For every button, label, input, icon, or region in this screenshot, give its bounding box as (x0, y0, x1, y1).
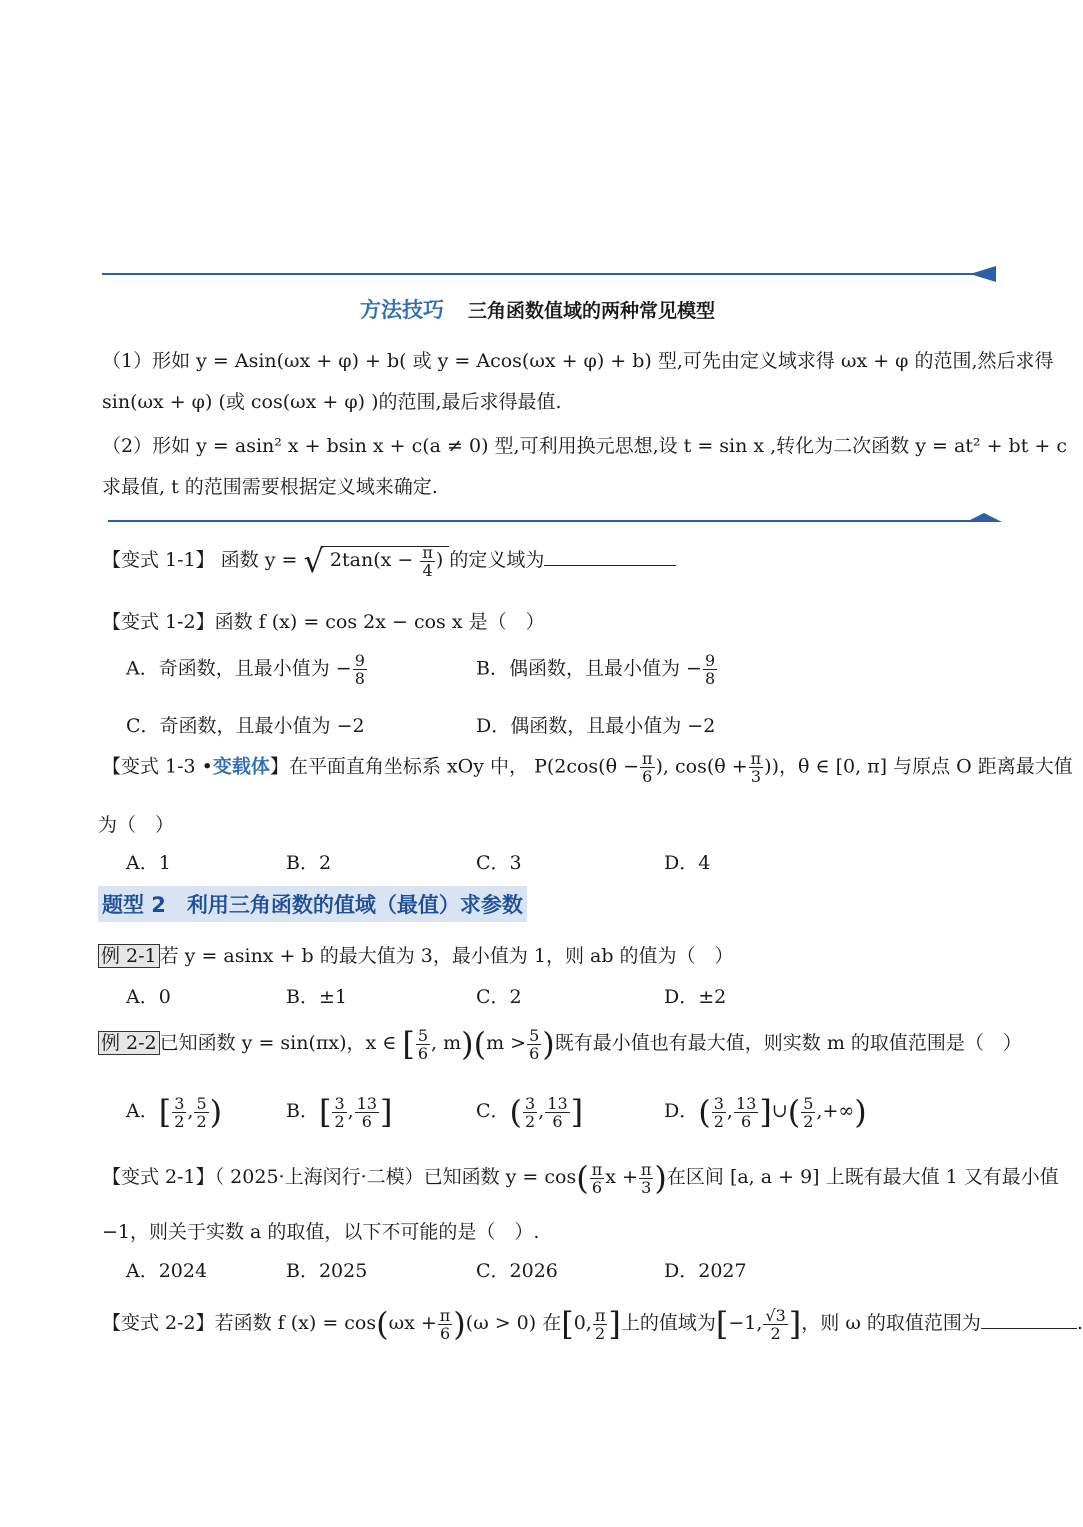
tips-p1-line1: （1）形如 y = Asin(ωx + φ) + b( 或 y = Acos(ωx + φ) + b) 型,可先由定义域求得 ωx + φ 的范围,然后求得 (102, 350, 1054, 372)
tips-p2-line2: 求最值, t 的范围需要根据定义域来确定. (102, 476, 438, 498)
option-a[interactable]: A．1 (126, 852, 171, 874)
pi-over-4: $\frac{\pi}{4}$ (422, 542, 433, 580)
option-b[interactable]: B．2025 (286, 1260, 368, 1282)
question-prefix: 函数 y = (220, 549, 298, 571)
sqrt-icon: √ (303, 542, 324, 580)
example-tag: 例 2-2 (98, 1031, 160, 1055)
pi-over-3: $\frac{\pi}{3}$ (750, 749, 762, 786)
option-c[interactable]: C．2026 (476, 1260, 558, 1282)
tips-title: 方法技巧 (360, 298, 444, 322)
question-text: 函数 f (x) = cos 2x − cos x 是（ ） (214, 611, 545, 633)
option-d[interactable]: D．偶函数，且最小值为 −2 (476, 715, 716, 737)
question-1-3-line2: 为（ ） (98, 814, 175, 836)
five-over-six: $\frac{5}{6}$ (529, 1025, 540, 1063)
tips-p1-line2: sin(ωx + φ) (或 cos(ωx + φ) )的范围,最后求得最值. (102, 391, 562, 413)
question-2-1-line2: −1，则关于实数 a 的取值，以下不可能的是（ ）. (102, 1221, 540, 1243)
section-heading: 题型 2 利用三角函数的值域（最值）求参数 (98, 886, 527, 922)
answer-blank[interactable] (544, 547, 676, 566)
sqrt-body: 2tan(x − $\frac{\pi}{4}$ ) (324, 546, 449, 571)
option-c[interactable]: C．( $\frac{3}{2}$ , $\frac{13}{6}$ ] (476, 1093, 584, 1131)
question-tag: 【变式 1-2】 (102, 611, 215, 633)
question-1-3: 【变式 1-3 •变载体】在平面直角坐标系 xOy 中， P(2cos(θ − $\frac{\pi}{6}$ ), cos(θ + $\frac{\pi}{3}$ ))，θ ∈ [0, π] 与原点 O 距离最大值 (102, 749, 1073, 786)
option-d[interactable]: D．2027 (664, 1260, 747, 1282)
bottom-divider-arrow-icon (966, 513, 1002, 525)
option-a[interactable]: A．[ $\frac{3}{2}$ , $\frac{5}{2}$ ) (126, 1093, 223, 1131)
variant-label: 变载体 (212, 755, 270, 778)
option-c[interactable]: C．奇函数，且最小值为 −2 (126, 715, 365, 737)
pi-over-6: $\frac{\pi}{6}$ (591, 1159, 603, 1197)
question-suffix: 的定义域为 (449, 549, 545, 571)
option-b[interactable]: B．[ $\frac{3}{2}$ , $\frac{13}{6}$ ] (286, 1093, 393, 1131)
nine-over-eight: $\frac{9}{8}$ (354, 651, 365, 688)
tips-p2-line1: （2）形如 y = asin² x + bsin x + c(a ≠ 0) 型,可利用换元思想,设 t = sin x ,转化为二次函数 y = at² + bt + c (102, 435, 1067, 457)
pi-over-2: $\frac{\pi}{2}$ (594, 1305, 606, 1343)
question-tag: 【变式 1-1】 (102, 549, 215, 571)
top-divider (102, 273, 982, 275)
top-divider-arrow-icon (970, 266, 996, 282)
question-tag: 【变式 2-1】 (102, 1166, 215, 1188)
answer-blank[interactable] (981, 1310, 1077, 1329)
pi-over-6: $\frac{\pi}{6}$ (439, 1305, 451, 1343)
sqrt3-over-2: $\frac{√3}{2}$ (765, 1305, 786, 1343)
bottom-divider (108, 520, 978, 522)
option-b[interactable]: B．2 (286, 852, 332, 874)
option-c[interactable]: C．3 (476, 852, 522, 874)
nine-over-eight: $\frac{9}{8}$ (704, 651, 716, 688)
example-2-1: 例 2-1 若 y = asinx + b 的最大值为 3，最小值为 1，则 ab 的值为（ ） (98, 941, 734, 968)
five-over-six: $\frac{5}{6}$ (417, 1025, 429, 1063)
option-b[interactable]: B．±1 (286, 986, 347, 1008)
question-1-1 (102, 540, 676, 590)
example-2-2: 例 2-2 已知函数 y = sin(πx)，x ∈ [ $\frac{5}{6}$ , m)(m > $\frac{5}{6}$ )既有最小值也有最大值，则实数 m 的取值范围是（ ） (98, 1018, 1022, 1069)
option-b[interactable]: B．偶函数，且最小值为 − $\frac{9}{8}$ (476, 651, 716, 688)
question-1-2 (102, 607, 545, 634)
question-2-1: 【变式 2-1】（ 2025·上海闵行·二模）已知函数 y = cos( $\frac{\pi}{6}$ x + $\frac{\pi}{3}$ )在区间 [a, a + 9] 上既有最大值 1 又有最小值 (102, 1159, 1059, 1197)
pi-over-3: $\frac{\pi}{3}$ (640, 1159, 652, 1197)
example-tag: 例 2-1 (98, 944, 160, 968)
option-a[interactable]: A．奇函数，且最小值为 − $\frac{9}{8}$ (126, 651, 365, 688)
option-c[interactable]: C．2 (476, 986, 522, 1008)
option-d[interactable]: D．( $\frac{3}{2}$ , $\frac{13}{6}$ ]∪( $\frac{5}{2}$ ,+∞) (664, 1093, 867, 1131)
option-a[interactable]: A．0 (126, 986, 171, 1008)
tips-header (360, 294, 715, 324)
tips-subtitle: 三角函数值域的两种常见模型 (468, 300, 716, 322)
option-a[interactable]: A．2024 (126, 1260, 208, 1282)
pi-over-6: $\frac{\pi}{6}$ (642, 749, 653, 786)
option-d[interactable]: D．4 (664, 852, 711, 874)
question-tag: 【变式 1-3 • (102, 755, 213, 778)
question-tag: 【变式 2-2】 (102, 1312, 215, 1334)
question-2-2: 【变式 2-2】若函数 f (x) = cos(ωx + $\frac{\pi}{6}$ )(ω > 0) 在[0, $\frac{\pi}{2}$ ]上的值域为[−1, $\frac{√3}{2}$ ]，则 ω 的取值范围为 . (102, 1305, 1083, 1343)
option-d[interactable]: D．±2 (664, 986, 727, 1008)
